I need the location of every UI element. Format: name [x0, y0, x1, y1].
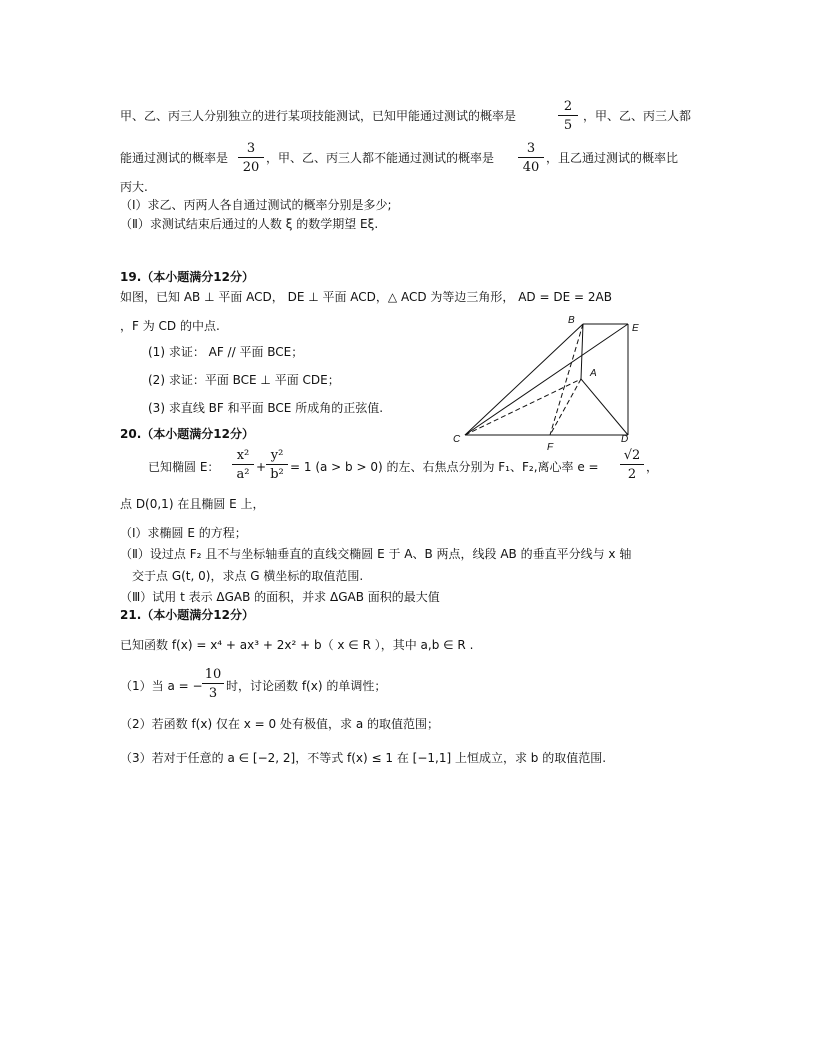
- fraction-numerator: 10: [202, 666, 224, 684]
- p19-header: 19.（本小题满分12分）: [120, 270, 254, 284]
- p20-question2a: （Ⅱ）设过点 F₂ 且不与坐标轴垂直的直线交椭圆 E 于 A、B 两点，线段 AB 的垂直平分线与 x 轴: [120, 547, 632, 561]
- fraction-denominator: 40: [522, 160, 540, 175]
- edge-CA: [465, 379, 581, 435]
- p18-line2b: ，甲、乙、丙三人都不能通过测试的概率是: [266, 151, 495, 165]
- label-A: A: [590, 368, 597, 379]
- p21-question1a: （1）当 a = −: [120, 679, 203, 693]
- p20-line1a: 已知椭圆 E：: [148, 460, 220, 474]
- fraction-denominator: 5: [563, 118, 573, 133]
- fraction-y2-b2: [266, 447, 288, 484]
- p19-question1: (1) 求证： AF // 平面 BCE；: [148, 345, 304, 359]
- p21-question3: （3）若对于任意的 a ∈ [−2, 2]，不等式 f(x) ≤ 1 在 [−1,1] 上恒成立，求 b 的取值范围.: [120, 751, 607, 765]
- fraction-numerator: 3: [518, 140, 544, 158]
- p18-question1: （Ⅰ）求乙、丙两人各自通过测试的概率分别是多少;: [120, 198, 392, 212]
- fraction-denominator: 20: [242, 160, 260, 175]
- fraction-3-40: [518, 140, 544, 177]
- geometry-figure: [450, 312, 640, 453]
- label-D: D: [621, 434, 629, 445]
- geometry-figure-svg: [450, 312, 640, 447]
- p20-line1b: = 1 (a > b > 0) 的左、右焦点分别为 F₁、F₂,离心率 e =: [290, 460, 599, 474]
- p19-question2: (2) 求证：平面 BCE ⊥ 平面 CDE；: [148, 373, 340, 387]
- p21-question2: （2）若函数 f(x) 仅在 x = 0 处有极值，求 a 的取值范围；: [120, 717, 439, 731]
- fraction-denominator: a²: [236, 467, 250, 482]
- label-B: B: [568, 315, 575, 326]
- p20-line2: 点 D(0,1) 在且椭圆 E 上，: [120, 497, 265, 511]
- p18-question2: （Ⅱ）求测试结束后通过的人数 ξ 的数学期望 Eξ.: [120, 217, 379, 231]
- p20-plus: +: [256, 460, 267, 474]
- p18-line3: 丙大.: [120, 180, 148, 194]
- fraction-numerator: y²: [266, 447, 288, 465]
- p20-header: 20.（本小题满分12分）: [120, 427, 254, 441]
- edge-AF: [550, 379, 581, 435]
- p18-line1b: ，甲、乙、丙三人都: [583, 109, 692, 123]
- p20-comma: ，: [646, 460, 659, 474]
- p21-line1: 已知函数 f(x) = x⁴ + ax³ + 2x² + b（ x ∈ R ），其中 a,b ∈ R .: [120, 638, 474, 652]
- fraction-numerator: √2: [620, 447, 644, 465]
- edge-CE: [465, 324, 628, 435]
- p20-question1: （Ⅰ）求椭圆 E 的方程；: [120, 526, 247, 540]
- label-F: F: [547, 442, 554, 453]
- label-C: C: [453, 434, 461, 445]
- fraction-x2-a2: [232, 447, 254, 484]
- edge-AD: [581, 379, 628, 435]
- fraction-3-20: [238, 140, 264, 177]
- fraction-sqrt2-2: [620, 447, 644, 484]
- p21-header: 21.（本小题满分12分）: [120, 608, 254, 622]
- label-E: E: [632, 323, 639, 334]
- p18-line2a: 能通过测试的概率是: [120, 151, 229, 165]
- p19-line1: 如图，已知 AB ⊥ 平面 ACD， DE ⊥ 平面 ACD，△ ACD 为等边三角形， AD = DE = 2AB: [120, 290, 612, 304]
- p18-line2c: ，且乙通过测试的概率比: [546, 151, 679, 165]
- fraction-2-5: [558, 98, 578, 135]
- p20-question3: （Ⅲ）试用 t 表示 ΔGAB 的面积，并求 ΔGAB 面积的最大值: [120, 590, 440, 604]
- p20-question2b: 交于点 G(t, 0)，求点 G 横坐标的取值范围.: [132, 569, 364, 583]
- p18-line1a: 甲、乙、丙三人分别独立的进行某项技能测试，已知甲能通过测试的概率是: [120, 109, 517, 123]
- edge-CB: [465, 324, 583, 435]
- fraction-numerator: 2: [558, 98, 578, 116]
- edge-BF: [550, 324, 583, 435]
- edge-BA: [581, 324, 583, 379]
- fraction-numerator: x²: [232, 447, 254, 465]
- fraction-denominator: 3: [208, 686, 218, 701]
- fraction-denominator: b²: [270, 467, 284, 482]
- p19-line2: ，F 为 CD 的中点.: [120, 319, 220, 333]
- fraction-10-3: [202, 666, 224, 703]
- p19-question3: (3) 求直线 BF 和平面 BCE 所成角的正弦值.: [148, 401, 384, 415]
- fraction-numerator: 3: [238, 140, 264, 158]
- fraction-denominator: 2: [627, 467, 637, 482]
- p21-question1b: 时，讨论函数 f(x) 的单调性；: [226, 679, 387, 693]
